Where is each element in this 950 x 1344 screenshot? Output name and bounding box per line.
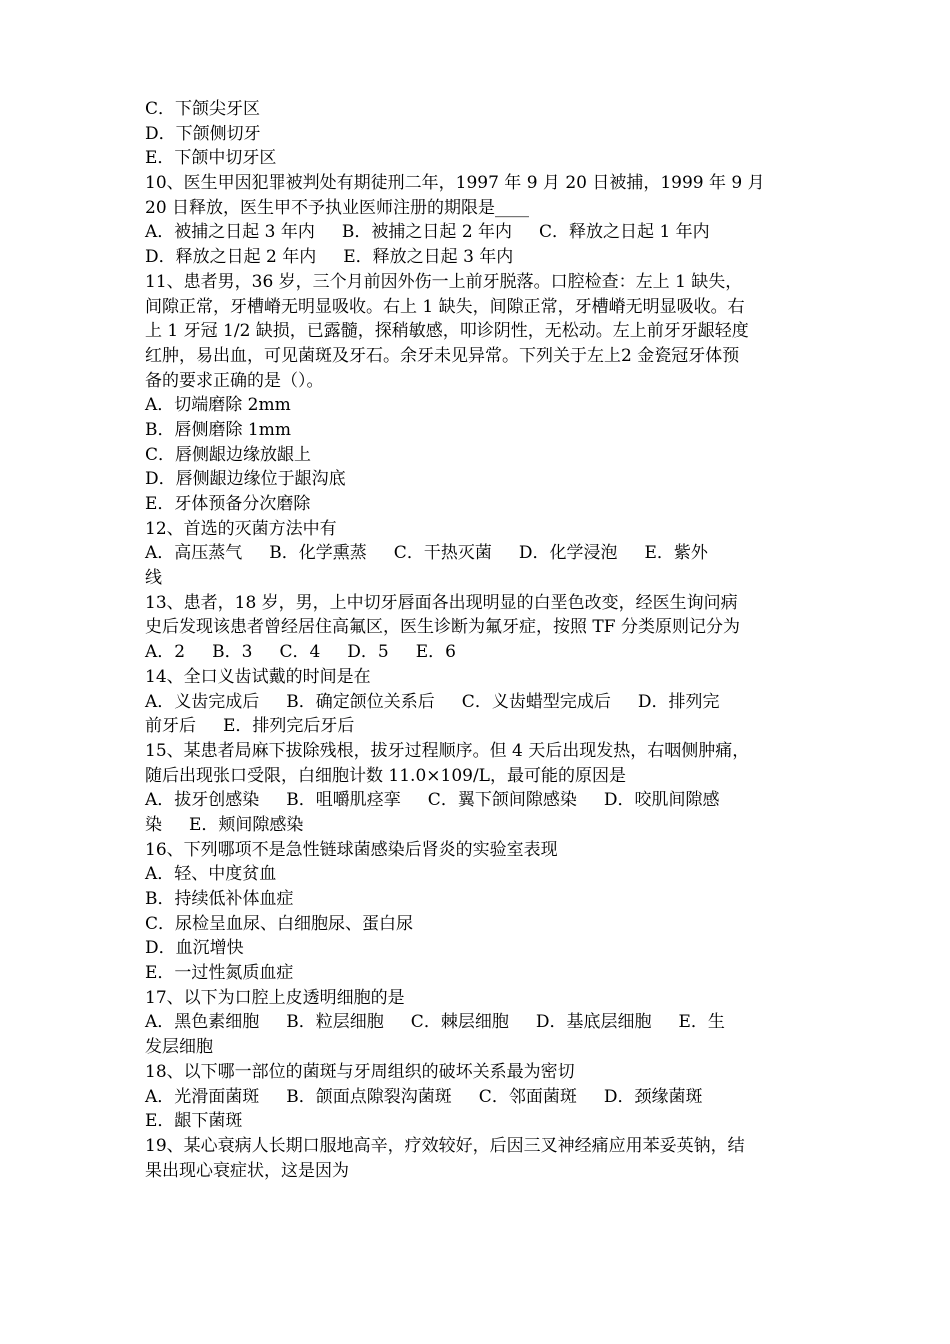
option-e: E．牙体预备分次磨除	[145, 494, 311, 514]
option-a: A．切端磨除 2mm	[145, 395, 291, 416]
options-line: A．义齿完成后 B．确定颌位关系后 C．义齿蜡型完成后 D．排列完	[145, 691, 720, 712]
option-a: A．轻、中度贫血	[145, 864, 277, 885]
options-line: A．被捕之日起 3 年内 B．被捕之日起 2 年内 C．释放之日起 1 年内	[145, 222, 710, 243]
text-line: 20 日释放，医生甲不予执业医师注册的期限是____	[145, 197, 530, 218]
option-c: C．尿检呈血尿、白细胞尿、蛋白尿	[145, 913, 414, 934]
text-line: 红肿，易出血，可见菌斑及牙石。余牙未见异常。下列关于左上2 金瓷冠牙体预	[145, 345, 740, 366]
options-line: A．2 B．3 C．4 D．5 E．6	[145, 642, 456, 663]
question-17-text: 17、以下为口腔上皮透明细胞的是	[145, 987, 405, 1008]
question-13-text: 13、患者，18 岁，男，上中切牙唇面各出现明显的白垩色改变，经医生询问病	[145, 592, 738, 613]
text-line: 发层细胞	[145, 1037, 213, 1058]
text-line: 线	[145, 568, 162, 589]
options-line: D．释放之日起 2 年内 E．释放之日起 3 年内	[145, 247, 514, 268]
options-line: E．龈下菌斑	[145, 1111, 243, 1132]
question-16-text: 16、下列哪项不是急性链球菌感染后肾炎的实验室表现	[145, 839, 558, 860]
option-d: D．唇侧龈边缘位于龈沟底	[145, 469, 346, 490]
question-12-text: 12、首选的灭菌方法中有	[145, 518, 337, 539]
option-d: D．血沉增快	[145, 938, 244, 959]
text-line: 间隙正常，牙槽嵴无明显吸收。右上 1 缺失，间隙正常，牙槽嵴无明显吸收。右	[145, 296, 745, 317]
question-14-text: 14、全口义齿试戴的时间是在	[145, 666, 371, 687]
question-10-text: 10、医生甲因犯罪被判处有期徒刑二年，1997 年 9 月 20 日被捕，1999 年 9 月	[145, 173, 765, 194]
option-b: B．持续低补体血症	[145, 889, 294, 909]
question-18-text: 18、以下哪一部位的菌斑与牙周组织的破坏关系最为密切	[145, 1061, 575, 1082]
text-line: 果出现心衰症状，这是因为	[145, 1160, 349, 1181]
text-line: 备的要求正确的是（）。	[145, 370, 324, 391]
options-line: A．光滑面菌斑 B．颌面点隙裂沟菌斑 C．邻面菌斑 D．颈缘菌斑	[145, 1086, 703, 1107]
text-line: C．下颌尖牙区	[145, 99, 261, 119]
text-line: E．下颌中切牙区	[145, 148, 277, 169]
text-line: 史后发现该患者曾经居住高氟区，医生诊断为氟牙症，按照 TF 分类原则记分为	[145, 617, 740, 638]
text-line: 上 1 牙冠 1/2 缺损，已露髓，探稍敏感，叩诊阴性，无松动。左上前牙牙龈轻度	[145, 321, 749, 342]
option-c: C．唇侧龈边缘放龈上	[145, 444, 312, 465]
text-line: 随后出现张口受限，白细胞计数 11.0×109/L，最可能的原因是	[145, 765, 626, 786]
text-line: D．下颌侧切牙	[145, 123, 261, 144]
options-line: 前牙后 E．排列完后牙后	[145, 716, 355, 737]
options-line: A．黑色素细胞 B．粒层细胞 C．棘层细胞 D．基底层细胞 E．生	[145, 1012, 725, 1033]
question-11-text: 11、患者男，36 岁，三个月前因外伤一上前牙脱落。口腔检查：左上 1 缺失，	[145, 271, 743, 292]
question-19-text: 19、某心衰病人长期口服地高辛，疗效较好，后因三叉神经痛应用苯妥英钠，结	[145, 1135, 745, 1156]
option-e: E．一过性氮质血症	[145, 963, 294, 984]
options-line: A．高压蒸气 B．化学熏蒸 C．干热灭菌 D．化学浸泡 E．紫外	[145, 543, 708, 564]
page-body-text	[145, 97, 817, 1183]
question-15-text: 15、某患者局麻下拔除残根，拔牙过程顺序。但 4 天后出现发热，右咽侧肿痛，	[145, 740, 750, 761]
option-b: B．唇侧磨除 1mm	[145, 419, 291, 440]
options-line: 染 E．颊间隙感染	[145, 814, 304, 835]
options-line: A．拔牙创感染 B．咀嚼肌痉挛 C．翼下颌间隙感染 D．咬肌间隙感	[145, 790, 720, 811]
